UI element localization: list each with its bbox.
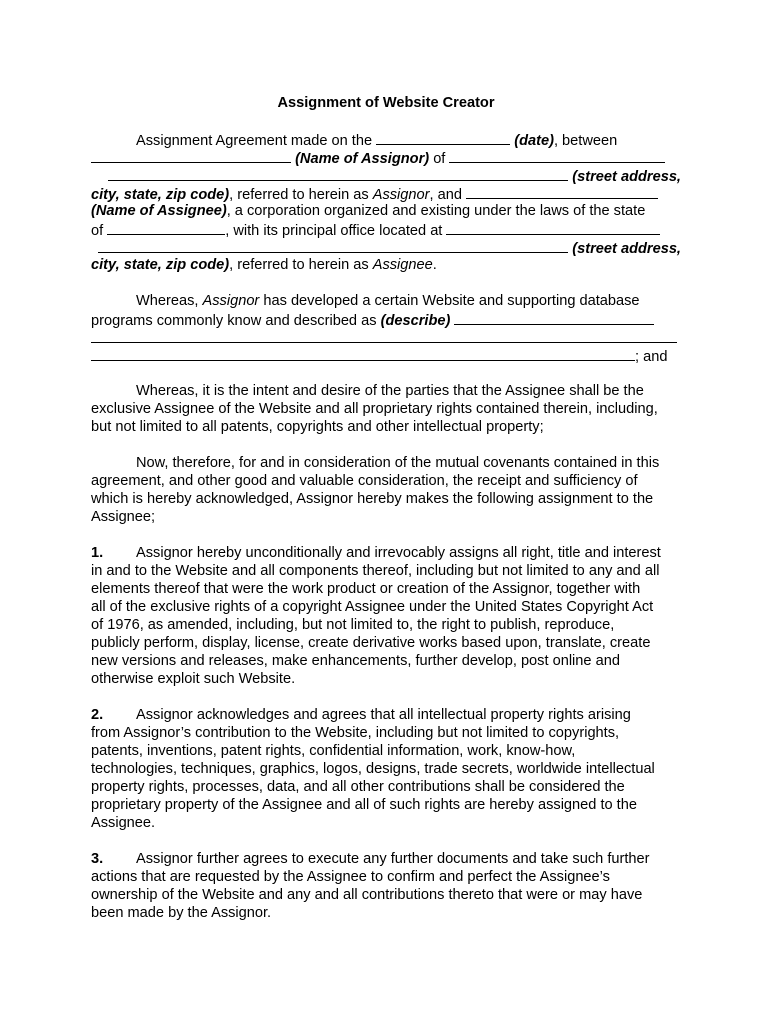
assignee-name-blank[interactable] — [466, 184, 658, 199]
assignor-address-blank-2[interactable] — [108, 166, 568, 181]
intro-line-7: (street address, — [91, 238, 681, 256]
whereas2-line-2: exclusive Assignee of the Website and all proprietary rights contained therein, including, — [91, 401, 658, 417]
section-1-line-5: of 1976, as amended, including, but not limited to, the right to publish, reproduce, — [91, 617, 615, 633]
section-2-line-5: property rights, processes, data, and all other contributions shall be considered the — [91, 779, 625, 795]
now-therefore-line-4: Assignee; — [91, 509, 156, 525]
section-1-line-6: publicly perform, display, license, create derivative works based upon, translate, create — [91, 635, 651, 651]
whereas-paragraph-1 — [91, 292, 681, 364]
now-therefore-line-2: agreement, and other good and valuable consideration, the receipt and sufficiency of — [91, 473, 638, 489]
intro-line-3: (street address, — [91, 166, 681, 184]
intro-line-6: of , with its principal office located at — [91, 220, 681, 238]
intro-line-8: city, state, zip code), referred to herein as Assignee. — [91, 257, 437, 273]
whereas2-line-1: Whereas, it is the intent and desire of the parties that the Assignee shall be the — [136, 383, 644, 399]
description-blank-2[interactable] — [91, 328, 677, 343]
whereas1-line-4: ; and — [91, 346, 681, 364]
section-1 — [91, 544, 681, 688]
section-2-line-6: proprietary property of the Assignee and all of such rights are hereby assigned to the — [91, 797, 637, 813]
section-2-line-7: Assignee. — [91, 815, 156, 831]
intro-line-2: (Name of Assignor) of — [91, 148, 681, 166]
section-2-line-1: 2. Assignor acknowledges and agrees that all intellectual property rights arising — [91, 707, 631, 723]
whereas-paragraph-2 — [91, 382, 681, 436]
section-1-line-3: elements thereof that were the work product or creation of the Assignor, together with — [91, 581, 641, 597]
state-blank[interactable] — [107, 220, 225, 235]
section-2 — [91, 706, 681, 832]
section-1-number: 1. — [91, 545, 104, 561]
section-3-line-1: 3. Assignor further agrees to execute any further documents and take such further — [91, 851, 650, 867]
whereas1-line-1: Whereas, Assignor has developed a certain Website and supporting database — [136, 293, 640, 309]
section-3 — [91, 850, 681, 922]
document-title: Assignment of Website Creator — [277, 95, 495, 111]
section-3-line-4: been made by the Assignor. — [91, 905, 272, 921]
assignor-address-blank-1[interactable] — [449, 148, 665, 163]
section-1-line-2: in and to the Website and all components thereof, including but not limited to any and all — [91, 563, 660, 579]
section-2-line-4: technologies, techniques, graphics, logos, designs, trade secrets, worldwide intellectual — [91, 761, 655, 777]
section-2-number: 2. — [91, 707, 104, 723]
intro-line-5: (Name of Assignee), a corporation organized and existing under the laws of the state — [91, 203, 646, 219]
section-3-line-3: ownership of the Website and any and all contributions thereto that were or may have — [91, 887, 643, 903]
section-1-line-1: 1. Assignor hereby unconditionally and irrevocably assigns all right, title and interest — [91, 545, 661, 561]
document-page — [91, 94, 681, 940]
whereas2-line-3: but not limited to all patents, copyrights and other intellectual property; — [91, 419, 544, 435]
whereas1-line-2: programs commonly know and described as (describe) — [91, 310, 681, 328]
now-therefore-line-3: which is hereby acknowledged, Assignor hereby makes the following assignment to the — [91, 491, 654, 507]
section-1-line-4: all of the exclusive rights of a copyright Assignee under the United States Copyright Act — [91, 599, 654, 615]
assignor-name-blank[interactable] — [91, 148, 291, 163]
now-therefore-paragraph — [91, 454, 681, 526]
section-3-line-2: actions that are requested by the Assignee to confirm and perfect the Assignee’s — [91, 869, 610, 885]
section-2-line-2: from Assignor’s contribution to the Website, including but not limited to copyrights, — [91, 725, 620, 741]
intro-line-1: Assignment Agreement made on the (date), between — [91, 130, 681, 148]
assignee-address-blank-1[interactable] — [446, 220, 660, 235]
section-3-number: 3. — [91, 851, 104, 867]
section-1-line-8: otherwise exploit such Website. — [91, 671, 296, 687]
now-therefore-line-1: Now, therefore, for and in consideration of the mutual covenants contained in this — [136, 455, 660, 471]
description-blank-3[interactable] — [91, 346, 635, 361]
date-blank[interactable] — [376, 130, 510, 145]
description-blank-1[interactable] — [454, 310, 654, 325]
intro-paragraph — [91, 130, 681, 274]
intro-line-4: city, state, zip code), referred to herein as Assignor, and — [91, 184, 681, 202]
section-2-line-3: patents, inventions, patent rights, confidential information, work, know-how, — [91, 743, 576, 759]
section-1-line-7: new versions and releases, make enhancements, further develop, post online and — [91, 653, 620, 669]
whereas1-line-3 — [91, 328, 681, 346]
assignee-address-blank-2[interactable] — [98, 238, 568, 253]
